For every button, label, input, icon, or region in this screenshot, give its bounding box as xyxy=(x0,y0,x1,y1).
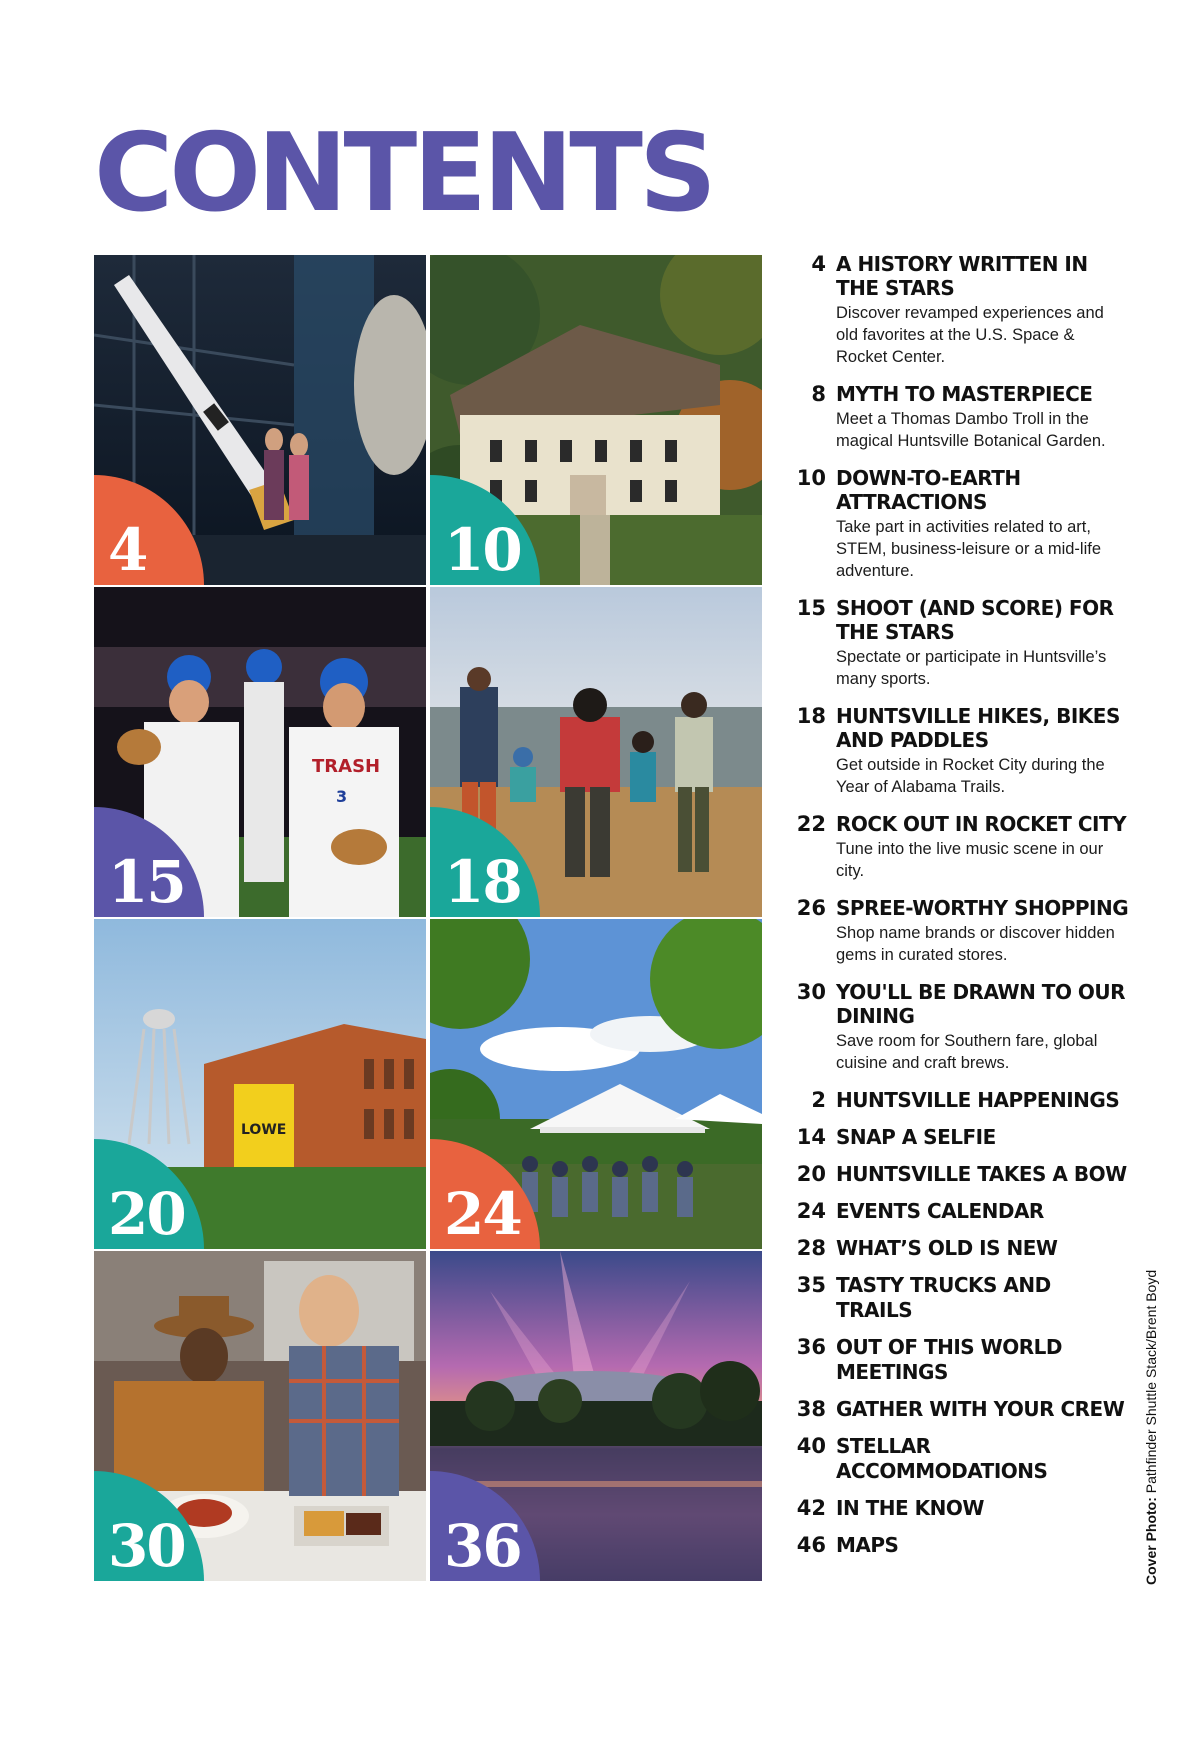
toc-page-number: 24 xyxy=(796,1199,826,1223)
toc-department-title: HUNTSVILLE HAPPENINGS xyxy=(836,1088,1120,1112)
toc-department-title: MAPS xyxy=(836,1533,899,1557)
toc-department-title: GATHER WITH YOUR CREW xyxy=(836,1397,1125,1421)
toc-department-item[interactable] xyxy=(790,1125,1130,1150)
page-badge-number: 4 xyxy=(108,516,147,584)
photo-tile-baseball[interactable] xyxy=(94,587,426,917)
toc-feature-item[interactable] xyxy=(790,382,1130,452)
photo-tile-family-hike[interactable] xyxy=(430,587,762,917)
page-badge-number: 18 xyxy=(444,848,521,916)
toc-department-item[interactable] xyxy=(790,1236,1130,1261)
photo-tile-rocket-center[interactable] xyxy=(94,255,426,585)
toc-page-number: 18 xyxy=(796,704,826,728)
table-of-contents xyxy=(790,252,1130,1570)
toc-page-number: 42 xyxy=(796,1496,826,1520)
toc-department-item[interactable] xyxy=(790,1533,1130,1558)
photo-grid xyxy=(94,255,762,1581)
toc-department-title: SNAP A SELFIE xyxy=(836,1125,996,1149)
toc-page-number: 4 xyxy=(811,252,826,276)
toc-department-item[interactable] xyxy=(790,1088,1130,1113)
toc-department-title: HUNTSVILLE TAKES A BOW xyxy=(836,1162,1127,1186)
photo-tile-brick-building[interactable] xyxy=(94,919,426,1249)
toc-feature-description: Discover revamped experiences and old favorites at the U.S. Space & Rocket Center. xyxy=(836,304,1104,366)
toc-page-number: 35 xyxy=(796,1273,826,1297)
toc-feature-body xyxy=(836,980,1130,1074)
toc-page-number: 14 xyxy=(796,1125,826,1149)
toc-department-item[interactable] xyxy=(790,1434,1130,1484)
toc-feature-body xyxy=(836,382,1130,452)
page-badge-number: 15 xyxy=(108,848,185,916)
toc-feature-description: Shop name brands or discover hidden gems in curated stores. xyxy=(836,924,1115,964)
toc-feature-body xyxy=(836,812,1130,882)
toc-page-number: 28 xyxy=(796,1236,826,1260)
toc-feature-description: Spectate or participate in Huntsville’s many sports. xyxy=(836,648,1107,688)
toc-feature-body xyxy=(836,252,1130,368)
photo-credit xyxy=(1143,1270,1159,1585)
toc-page-number: 8 xyxy=(811,382,826,406)
toc-page-number: 10 xyxy=(796,466,826,490)
page-badge-number: 36 xyxy=(444,1512,521,1580)
page-badge-number: 10 xyxy=(444,516,521,584)
toc-feature-item[interactable] xyxy=(790,252,1130,368)
svg-text:3: 3 xyxy=(336,787,348,806)
toc-page-number: 40 xyxy=(796,1434,826,1458)
toc-page-number: 46 xyxy=(796,1533,826,1557)
toc-feature-description: Take part in activities related to art, STEM, business-leisure or a mid-life adventure. xyxy=(836,518,1101,580)
toc-feature-description: Tune into the live music scene in our city. xyxy=(836,840,1104,880)
toc-feature-body xyxy=(836,704,1130,798)
svg-text:LOWE: LOWE xyxy=(241,1122,287,1138)
toc-feature-body xyxy=(836,596,1130,690)
toc-page-number: 15 xyxy=(796,596,826,620)
toc-page-number: 22 xyxy=(796,812,826,836)
toc-feature-item[interactable] xyxy=(790,980,1130,1074)
toc-feature-title: HUNTSVILLE HIKES, BIKES AND PADDLES xyxy=(836,704,1120,752)
toc-department-title: TASTY TRUCKS AND TRAILS xyxy=(836,1273,1051,1322)
toc-page-number: 2 xyxy=(811,1088,826,1112)
toc-feature-item[interactable] xyxy=(790,596,1130,690)
toc-feature-title: SPREE-WORTHY SHOPPING xyxy=(836,896,1129,920)
toc-feature-title: A HISTORY WRITTEN IN THE STARS xyxy=(836,252,1088,300)
toc-feature-body xyxy=(836,896,1130,966)
toc-feature-description: Meet a Thomas Dambo Troll in the magical Huntsville Botanical Garden. xyxy=(836,410,1106,450)
toc-feature-title: MYTH TO MASTERPIECE xyxy=(836,382,1093,406)
toc-feature-item[interactable] xyxy=(790,896,1130,966)
toc-department-item[interactable] xyxy=(790,1273,1130,1323)
toc-feature-item[interactable] xyxy=(790,466,1130,582)
toc-department-item[interactable] xyxy=(790,1335,1130,1385)
photo-tile-sunset-arena[interactable] xyxy=(430,1251,762,1581)
toc-feature-description: Save room for Southern fare, global cuisine and craft brews. xyxy=(836,1032,1098,1072)
toc-feature-item[interactable] xyxy=(790,704,1130,798)
toc-department-title: STELLAR ACCOMMODATIONS xyxy=(836,1434,1048,1483)
photo-credit-label: Cover Photo: xyxy=(1143,1497,1159,1585)
toc-page-number: 36 xyxy=(796,1335,826,1359)
page-title: CONTENTS xyxy=(94,111,713,236)
toc-page-number: 38 xyxy=(796,1397,826,1421)
toc-department-item[interactable] xyxy=(790,1162,1130,1187)
photo-tile-historic-house[interactable] xyxy=(430,255,762,585)
toc-page-number: 26 xyxy=(796,896,826,920)
toc-page-number: 30 xyxy=(796,980,826,1004)
toc-department-title: IN THE KNOW xyxy=(836,1496,984,1520)
photo-credit-text: Pathfinder Shuttle Stack/Brent Boyd xyxy=(1143,1269,1159,1494)
toc-feature-title: ROCK OUT IN ROCKET CITY xyxy=(836,812,1127,836)
page-badge-number: 30 xyxy=(108,1512,185,1580)
toc-feature-title: YOU'LL BE DRAWN TO OUR DINING xyxy=(836,980,1126,1028)
toc-department-title: WHAT’S OLD IS NEW xyxy=(836,1236,1058,1260)
photo-tile-garden-festival[interactable] xyxy=(430,919,762,1249)
toc-feature-title: SHOOT (AND SCORE) FOR THE STARS xyxy=(836,596,1114,644)
photo-tile-dining[interactable] xyxy=(94,1251,426,1581)
toc-feature-description: Get outside in Rocket City during the Year of Alabama Trails. xyxy=(836,756,1105,796)
toc-page-number: 20 xyxy=(796,1162,826,1186)
toc-feature-item[interactable] xyxy=(790,812,1130,882)
toc-department-title: OUT OF THIS WORLD MEETINGS xyxy=(836,1335,1062,1384)
toc-department-item[interactable] xyxy=(790,1397,1130,1422)
toc-department-title: EVENTS CALENDAR xyxy=(836,1199,1044,1223)
toc-feature-title: DOWN-TO-EARTH ATTRACTIONS xyxy=(836,466,1021,514)
toc-department-item[interactable] xyxy=(790,1199,1130,1224)
svg-text:TRASH: TRASH xyxy=(312,756,381,777)
toc-feature-body xyxy=(836,466,1130,582)
page-badge-number: 24 xyxy=(444,1180,521,1248)
toc-department-item[interactable] xyxy=(790,1496,1130,1521)
page-badge-number: 20 xyxy=(108,1180,185,1248)
